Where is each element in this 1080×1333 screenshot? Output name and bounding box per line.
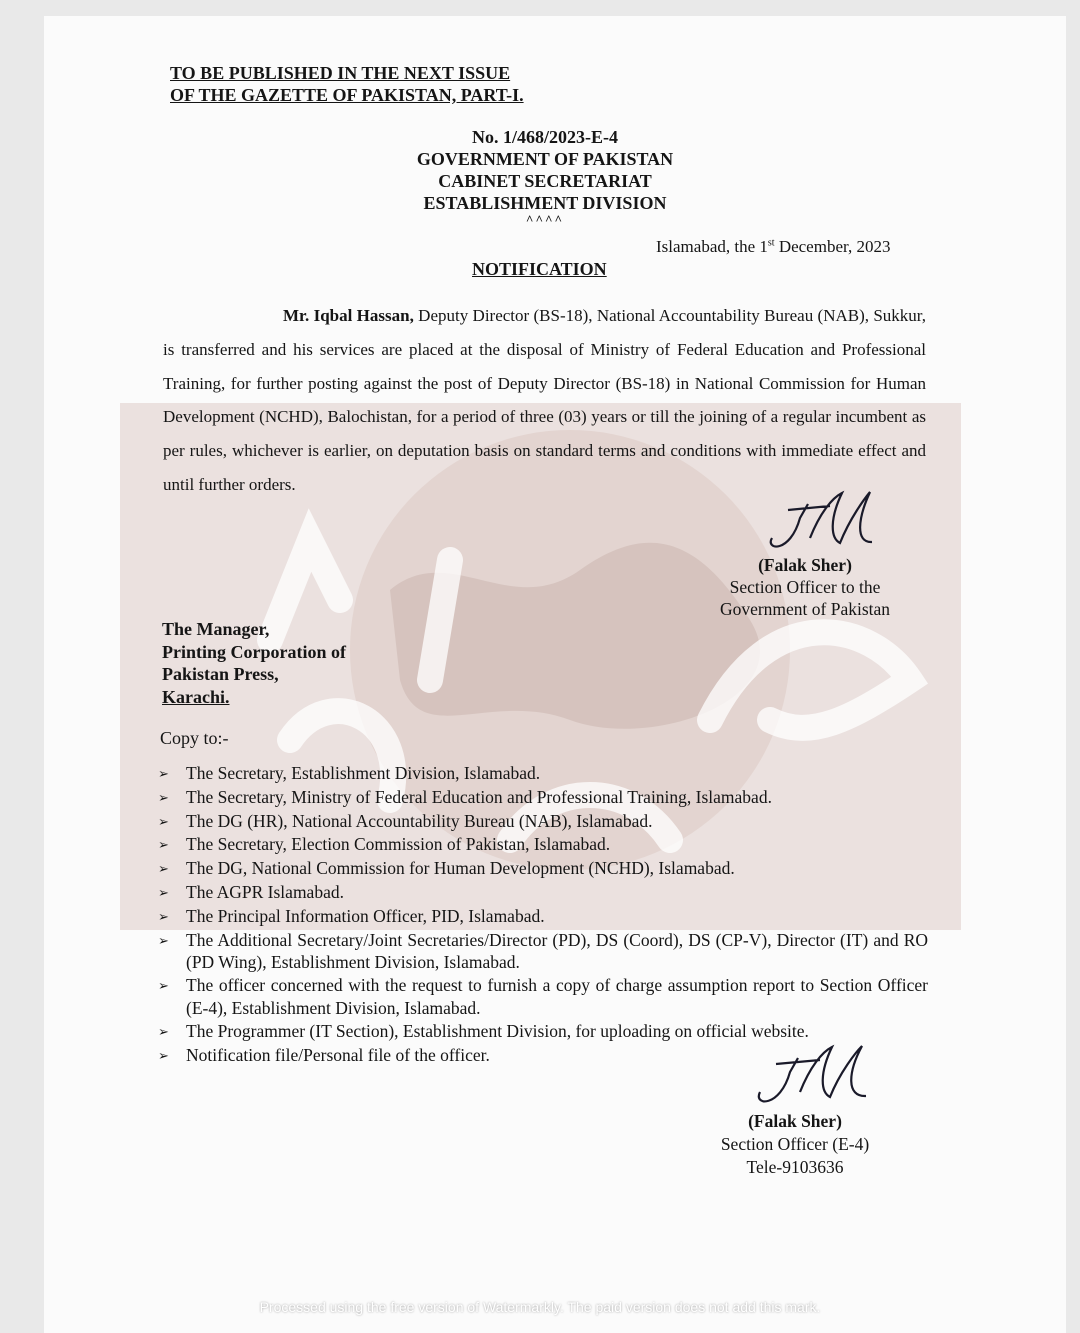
signatory-1-name: (Falak Sher) bbox=[758, 555, 852, 575]
signature-block-2 bbox=[700, 1110, 890, 1179]
notification-title: NOTIFICATION bbox=[472, 259, 607, 279]
signatory-1-line-1: Section Officer to the bbox=[729, 577, 881, 597]
arrow-bullet-icon: ➢ bbox=[158, 837, 169, 853]
list-item: ➢ The Secretary, Ministry of Federal Education and Professional Training, Islamabad. bbox=[158, 786, 928, 810]
date-rest: December, 2023 bbox=[774, 237, 891, 256]
signature-block-1 bbox=[700, 554, 910, 620]
addressee-line-3: Pakistan Press, bbox=[162, 664, 279, 684]
list-item: ➢ The DG (HR), National Accountability Bureau (NAB), Islamabad. bbox=[158, 810, 928, 834]
list-item: ➢ The Principal Information Officer, PID, Islamabad. bbox=[158, 905, 928, 929]
signatory-1-line-2: Government of Pakistan bbox=[719, 599, 891, 619]
arrow-bullet-icon: ➢ bbox=[158, 908, 169, 924]
notification-body bbox=[163, 299, 926, 502]
gazette-line-2: OF THE GAZETTE OF PAKISTAN, PART-I. bbox=[170, 85, 524, 105]
issue-date bbox=[656, 237, 890, 257]
officer-name: Mr. Iqbal Hassan, bbox=[283, 306, 414, 325]
list-item: ➢ The Programmer (IT Section), Establishment Division, for uploading on official website. bbox=[158, 1020, 928, 1044]
date-suffix: st bbox=[767, 237, 775, 249]
division-title: ESTABLISHMENT DIVISION bbox=[423, 193, 667, 213]
arrow-bullet-icon: ➢ bbox=[158, 884, 169, 900]
list-item: ➢ The AGPR Islamabad. bbox=[158, 881, 928, 905]
list-item: ➢ The Additional Secretary/Joint Secretaries/Director (PD), DS (Coord), DS (CP-V), Director (IT) and RO (PD Wing), Establishment Division, Islamabad. bbox=[158, 929, 928, 973]
gazette-note bbox=[170, 62, 524, 106]
signatory-2-designation: Section Officer (E-4) bbox=[720, 1134, 870, 1154]
notification-number: No. 1/468/2023-E-4 bbox=[472, 127, 618, 147]
arrow-bullet-icon: ➢ bbox=[158, 789, 169, 805]
notification-text: Deputy Director (BS-18), National Accountability Bureau (NAB), Sukkur, is transferred and his services are placed at the disposal of Ministry of Federal Education and Professional Training, for further posting against the post of Deputy Director (BS-18) in National Commission for Human Development (NCHD), Balochistan, for a period of three (03) years or till the joining of a regular incumbent as per rules, whichever is earlier, on deputation basis on standard terms and conditions with immediate effect and until further orders. bbox=[163, 306, 927, 494]
arrow-bullet-icon: ➢ bbox=[158, 1047, 169, 1063]
processing-watermark-note: Processed using the free version of Watermarkly. The paid version does not add this mark. bbox=[259, 1299, 821, 1315]
arrow-bullet-icon: ➢ bbox=[158, 1023, 169, 1039]
list-item: ➢ The Secretary, Election Commission of Pakistan, Islamabad. bbox=[158, 833, 928, 857]
secretariat-title: CABINET SECRETARIAT bbox=[438, 171, 652, 191]
header-carets: ^^^^ bbox=[525, 212, 565, 227]
copy-to-label: Copy to:- bbox=[160, 728, 229, 748]
signatory-2-name: (Falak Sher) bbox=[748, 1111, 842, 1131]
government-title: GOVERNMENT OF PAKISTAN bbox=[416, 149, 674, 169]
addressee-line-2: Printing Corporation of bbox=[162, 641, 346, 662]
signatory-2-phone: Tele-9103636 bbox=[746, 1157, 844, 1177]
arrow-bullet-icon: ➢ bbox=[158, 766, 169, 781]
addressee-block bbox=[162, 618, 346, 708]
list-item: ➢ The Secretary, Establishment Division, Islamabad. bbox=[158, 762, 928, 786]
addressee-line-4: Karachi. bbox=[162, 686, 230, 707]
document-header bbox=[380, 126, 710, 226]
list-item: ➢ The DG, National Commission for Human Development (NCHD), Islamabad. bbox=[158, 857, 928, 881]
list-item: ➢ Notification file/Personal file of the officer. bbox=[158, 1044, 928, 1068]
arrow-bullet-icon: ➢ bbox=[158, 932, 169, 948]
arrow-bullet-icon: ➢ bbox=[158, 813, 169, 829]
addressee-line-1: The Manager, bbox=[162, 619, 270, 639]
arrow-bullet-icon: ➢ bbox=[158, 978, 169, 994]
list-item: ➢ The officer concerned with the request to furnish a copy of charge assumption report to Section Officer (E-4), Establishment Division, Islamabad. bbox=[158, 975, 928, 1018]
gazette-line-1: TO BE PUBLISHED IN THE NEXT ISSUE bbox=[170, 63, 511, 83]
arrow-bullet-icon: ➢ bbox=[158, 861, 169, 877]
copy-to-list bbox=[158, 762, 928, 1067]
date-prefix: Islamabad, the 1 bbox=[656, 237, 768, 256]
